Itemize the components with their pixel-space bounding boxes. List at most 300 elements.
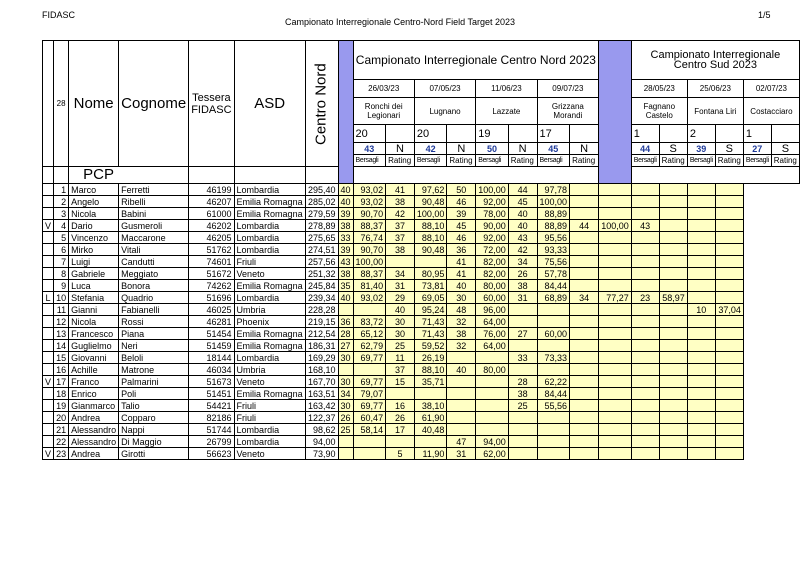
bersagli-label: Bersagli [687,155,715,167]
row-bersagli [687,352,715,364]
event-place: Lazzate [476,98,537,125]
bersagli-label: Bersagli [414,155,447,167]
row-bersagli: 28 [338,328,353,340]
row-rating: 60,00 [537,328,570,340]
row-bersagli [631,412,659,424]
row-bersagli [447,400,476,412]
row-bersagli: 32 [447,340,476,352]
row-rating [659,220,687,232]
row-tessera: 46205 [189,232,234,244]
row-rating: 73,81 [414,280,447,292]
table-row [43,184,800,196]
row-tessera: 51696 [189,292,234,304]
event-date: 11/06/23 [476,80,537,98]
row-nome: Alessandro [69,436,119,448]
row-bersagli [687,280,715,292]
row-rating: 88,10 [414,220,447,232]
row-bersagli: 26 [386,412,415,424]
row-bersagli [570,328,599,340]
row-tessera: 51451 [189,388,234,400]
row-bersagli: 44 [508,184,537,196]
table-row [43,244,800,256]
row-bersagli: 26 [338,412,353,424]
row-flag [43,400,54,412]
tessera-header: Tessera FIDASC [189,41,234,167]
row-asd: Lombardia [234,220,305,232]
row-rating [715,412,743,424]
bersagli-label: Bersagli [743,155,771,167]
row-cognome: Di Maggio [119,436,189,448]
row-bersagli [631,232,659,244]
row-rating: 72,00 [476,244,509,256]
row-bersagli [570,208,599,220]
nome-header: Nome [69,41,119,167]
row-bersagli [338,448,353,460]
row-rating: 92,00 [476,196,509,208]
row-rating: 93,33 [537,244,570,256]
row-asd: Emilia Romagna [234,208,305,220]
event-date: 26/03/23 [353,80,414,98]
sud-title: Campionato Interregionale Centro Sud 2023 [631,41,799,80]
row-bersagli: 26 [508,268,537,280]
row-rank: 1 [54,184,69,196]
row-tessera: 51744 [189,424,234,436]
row-bersagli: 16 [386,400,415,412]
row-bersagli [508,424,537,436]
row-nome: Guglielmo [69,340,119,352]
row-rating: 80,00 [476,364,509,376]
row-bersagli [687,184,715,196]
event-place: Ronchi dei Legionari [353,98,414,125]
row-rating: 55,56 [537,400,570,412]
row-rating [715,388,743,400]
row-total: 122,37 [305,412,338,424]
row-bersagli [631,244,659,256]
row-bersagli: 38 [508,388,537,400]
row-total: 212,54 [305,328,338,340]
row-rating [537,304,570,316]
row-bersagli: 46 [447,196,476,208]
row-rating [599,412,632,424]
row-tessera: 51454 [189,328,234,340]
row-nome: Dario [69,220,119,232]
row-asd: Emilia Romagna [234,388,305,400]
row-rating [414,388,447,400]
row-rating: 96,00 [476,304,509,316]
row-tessera: 46202 [189,220,234,232]
row-flag [43,340,54,352]
row-rating: 58,97 [659,292,687,304]
row-total: 167,70 [305,376,338,388]
row-rating: 90,70 [353,208,386,220]
row-cognome: Matrone [119,364,189,376]
row-tessera: 46034 [189,364,234,376]
row-rating: 69,77 [353,376,386,388]
row-flag [43,364,54,376]
row-rating [476,376,509,388]
row-bersagli: 25 [508,400,537,412]
row-bersagli [631,364,659,376]
row-bersagli [570,436,599,448]
row-bersagli [631,304,659,316]
row-rating [659,448,687,460]
row-bersagli: 47 [447,436,476,448]
row-rank: 3 [54,208,69,220]
row-bersagli [631,208,659,220]
row-rating [659,244,687,256]
table-row [43,376,800,388]
row-total: 245,84 [305,280,338,292]
row-tessera: 26799 [189,436,234,448]
row-rating: 60,00 [476,292,509,304]
row-rating: 35,71 [414,376,447,388]
row-bersagli [570,268,599,280]
row-nome: Francesco [69,328,119,340]
row-rank: 4 [54,220,69,232]
row-bersagli: 37 [386,220,415,232]
row-bersagli [687,448,715,460]
row-rating [537,424,570,436]
row-bersagli [631,196,659,208]
row-bersagli: 40 [508,220,537,232]
rating-label: Rating [570,155,599,167]
event-count: 1 [743,125,771,143]
row-rating [599,388,632,400]
row-cognome: Babini [119,208,189,220]
row-tessera: 56623 [189,448,234,460]
row-bersagli: 30 [386,328,415,340]
row-bersagli: 34 [508,256,537,268]
row-rating: 76,00 [476,328,509,340]
row-bersagli: 23 [631,292,659,304]
row-bersagli [386,436,415,448]
row-bersagli: 44 [570,220,599,232]
row-flag [43,196,54,208]
row-rating [476,412,509,424]
row-total: 73,90 [305,448,338,460]
row-bersagli [631,424,659,436]
row-rating [659,268,687,280]
row-bersagli [687,328,715,340]
row-rating [715,400,743,412]
row-bersagli [447,376,476,388]
event-rating-code: S [659,143,687,155]
row-rating: 77,27 [599,292,632,304]
row-rating [715,316,743,328]
row-asd: Friuli [234,400,305,412]
event-date: 02/07/23 [743,80,799,98]
row-bersagli: 40 [447,280,476,292]
row-rating: 100,00 [599,220,632,232]
row-rating [715,364,743,376]
row-rating [599,436,632,448]
row-bersagli [687,244,715,256]
row-nome: Giovanni [69,352,119,364]
row-bersagli [570,316,599,328]
row-nome: Nicola [69,208,119,220]
row-rating [659,256,687,268]
row-rating [715,184,743,196]
table-row [43,328,800,340]
row-bersagli [687,292,715,304]
row-bersagli [570,256,599,268]
row-rating [715,256,743,268]
row-bersagli: 34 [570,292,599,304]
row-rating [599,244,632,256]
row-rating [537,316,570,328]
row-bersagli: 5 [386,448,415,460]
row-bersagli [687,424,715,436]
row-total: 295,40 [305,184,338,196]
rating-label: Rating [447,155,476,167]
event-count-blank [715,125,743,143]
row-rating: 60,47 [353,412,386,424]
row-tessera: 51672 [189,268,234,280]
row-bersagli: 41 [386,184,415,196]
row-bersagli [687,436,715,448]
row-cognome: Talio [119,400,189,412]
row-rating [659,232,687,244]
row-tessera: 18144 [189,352,234,364]
row-rating: 94,00 [476,436,509,448]
row-rating [599,316,632,328]
row-asd: Lombardia [234,184,305,196]
row-bersagli: 40 [338,184,353,196]
row-bersagli [687,196,715,208]
row-bersagli: 30 [386,316,415,328]
bersagli-label: Bersagli [353,155,386,167]
row-total: 257,56 [305,256,338,268]
pcp-blank [305,167,338,184]
table-row [43,220,800,232]
asd-header: ASD [234,41,305,167]
row-bersagli: 30 [338,400,353,412]
row-bersagli [687,412,715,424]
row-bersagli: 31 [386,280,415,292]
event-targets: 42 [414,143,447,155]
row-rating [659,340,687,352]
row-flag [43,244,54,256]
row-rating [715,424,743,436]
row-flag [43,268,54,280]
row-total: 228,28 [305,304,338,316]
event-date: 07/05/23 [414,80,475,98]
event-targets: 27 [743,143,771,155]
event-count-blank [570,125,599,143]
row-rating [715,340,743,352]
row-rank: 16 [54,364,69,376]
row-cognome: Vitali [119,244,189,256]
row-tessera: 46199 [189,184,234,196]
row-rank: 14 [54,340,69,352]
row-rating: 37,04 [715,304,743,316]
row-tessera: 61000 [189,208,234,220]
row-rating [715,448,743,460]
row-bersagli: 28 [508,376,537,388]
page-number: 1/5 [758,10,771,20]
row-cognome: Bonora [119,280,189,292]
centro-nord-header: Centro Nord [305,41,338,167]
row-bersagli: 17 [386,424,415,436]
row-rating: 62,22 [537,376,570,388]
row-rating [715,232,743,244]
row-rating [659,328,687,340]
event-count: 19 [476,125,509,143]
event-place: Fontana Liri [687,98,743,125]
row-bersagli: 40 [338,292,353,304]
row-bersagli [631,448,659,460]
row-rating: 93,02 [353,196,386,208]
row-bersagli [631,316,659,328]
row-rating [659,388,687,400]
event-targets: 44 [631,143,659,155]
row-rating: 97,62 [414,184,447,196]
row-cognome: Fabianelli [119,304,189,316]
pcp-blank [234,167,305,184]
bersagli-label: Bersagli [631,155,659,167]
row-bersagli: 15 [386,376,415,388]
row-rank: 2 [54,196,69,208]
pcp-blank [54,167,69,184]
row-rating [715,220,743,232]
row-bersagli: 38 [386,196,415,208]
row-rank: 9 [54,280,69,292]
row-rank: 19 [54,400,69,412]
row-bersagli [570,352,599,364]
row-nome: Nicola [69,316,119,328]
row-rating [715,268,743,280]
table-row [43,292,800,304]
event-place: Fagnano Castelo [631,98,687,125]
event-targets: 50 [476,143,509,155]
row-rating: 80,00 [476,280,509,292]
event-rating-code: N [570,143,599,155]
row-bersagli: 43 [338,256,353,268]
row-rating: 71,43 [414,328,447,340]
row-flag: V [43,220,54,232]
row-asd: Veneto [234,376,305,388]
row-rating [715,352,743,364]
table-row [43,268,800,280]
row-rating: 71,43 [414,316,447,328]
row-rating: 93,02 [353,292,386,304]
count-header: 28 [54,41,69,167]
row-bersagli [687,400,715,412]
event-count-blank [771,125,799,143]
row-tessera: 54421 [189,400,234,412]
row-bersagli: 40 [338,196,353,208]
row-total: 163,42 [305,400,338,412]
row-bersagli [570,364,599,376]
event-count: 1 [631,125,659,143]
event-place: Grizzana Morandi [537,98,599,125]
row-rating: 62,79 [353,340,386,352]
row-bersagli [631,436,659,448]
row-bersagli [508,412,537,424]
rating-label: Rating [659,155,687,167]
table-row [43,232,800,244]
row-bersagli [570,424,599,436]
row-asd: Veneto [234,448,305,460]
row-rating [537,448,570,460]
row-bersagli: 40 [447,364,476,376]
row-bersagli [631,388,659,400]
table-row [43,256,800,268]
row-rating [476,400,509,412]
row-tessera: 74262 [189,280,234,292]
row-bersagli [687,340,715,352]
row-bersagli [386,256,415,268]
row-bersagli [508,364,537,376]
row-rating: 81,40 [353,280,386,292]
row-flag [43,388,54,400]
row-rating: 90,48 [414,244,447,256]
row-rating: 100,00 [414,208,447,220]
row-rating [599,208,632,220]
row-bersagli: 31 [447,448,476,460]
row-cognome: Neri [119,340,189,352]
table-row [43,316,800,328]
table-row [43,412,800,424]
row-bersagli [570,340,599,352]
row-rank: 6 [54,244,69,256]
row-rating: 88,10 [414,364,447,376]
event-date: 09/07/23 [537,80,599,98]
row-tessera: 51459 [189,340,234,352]
row-bersagli [631,184,659,196]
row-bersagli [570,412,599,424]
row-tessera: 82186 [189,412,234,424]
row-total: 279,59 [305,208,338,220]
row-bersagli [447,424,476,436]
row-cognome: Gusmeroli [119,220,189,232]
row-flag [43,184,54,196]
row-rating: 95,56 [537,232,570,244]
row-rating [659,376,687,388]
row-rating: 69,05 [414,292,447,304]
row-rating: 100,00 [476,184,509,196]
rating-label: Rating [715,155,743,167]
table-row [43,364,800,376]
row-rating: 92,00 [476,232,509,244]
row-flag [43,208,54,220]
row-asd: Lombardia [234,232,305,244]
row-rating [476,352,509,364]
row-bersagli [631,280,659,292]
row-rating: 88,37 [353,268,386,280]
row-rank: 11 [54,304,69,316]
row-rating [599,448,632,460]
row-bersagli [570,388,599,400]
row-nome: Gabriele [69,268,119,280]
row-bersagli: 39 [447,208,476,220]
row-cognome: Ribelli [119,196,189,208]
row-rating [476,424,509,436]
row-rating: 75,56 [537,256,570,268]
row-rating: 90,48 [414,196,447,208]
row-rank: 20 [54,412,69,424]
row-bersagli: 43 [508,232,537,244]
row-total: 168,10 [305,364,338,376]
standings-table [42,40,800,460]
row-rating: 57,78 [537,268,570,280]
row-bersagli [570,376,599,388]
row-rating [599,352,632,364]
event-rating-code: S [715,143,743,155]
bersagli-label: Bersagli [537,155,570,167]
page-title: Campionato Interregionale Centro-Nord Field Target 2023 [285,17,515,27]
row-rating: 79,07 [353,388,386,400]
